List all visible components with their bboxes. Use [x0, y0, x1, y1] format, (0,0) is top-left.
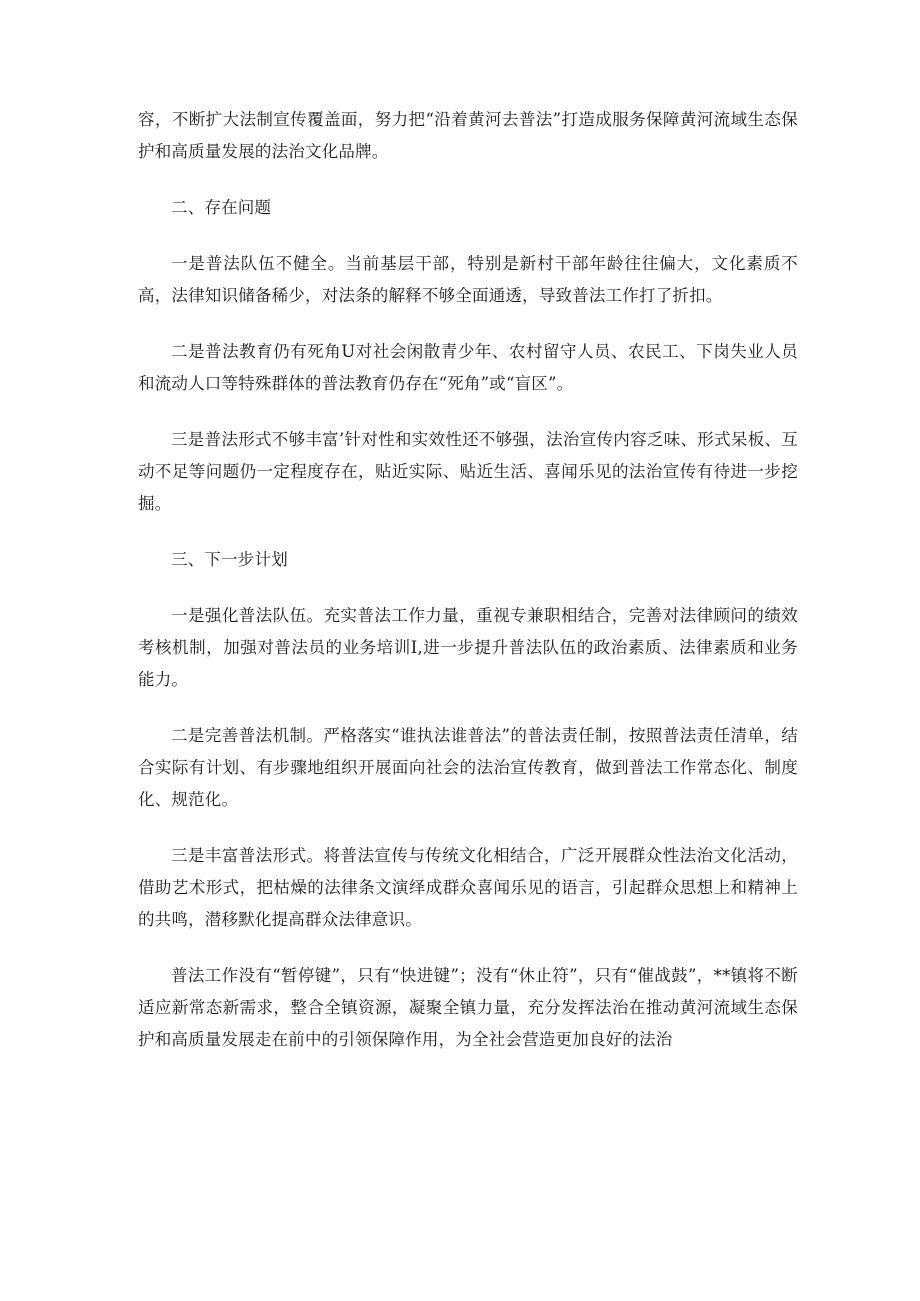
paragraph-plan-1: 一是强化普法队伍。充实普法工作力量，重视专兼职相结合，完善对法律顾问的绩效考核机制，加强对普法员的业务培训I,进一步提升普法队伍的政治素质、法律素质和业务能力。 [138, 606, 798, 689]
paragraph-continuation: 容，不断扩大法制宣传覆盖面，努力把“沿着黄河去普法”打造成服务保障黄河流域生态保护和高质量发展的法治文化品牌。 [138, 110, 798, 161]
section-heading-next-plan: 三、下一步计划 [171, 550, 288, 569]
paragraph-problem-3: 三是普法形式不够丰富’针对性和实效性还不够强，法治宣传内容乏味、形式呆板、互动不足等问题仍一定程度存在，贴近实际、贴近生活、喜闻乐见的法治宣传有待进一步挖掘。 [138, 430, 798, 513]
paragraph-conclusion: 普法工作没有“暂停键”，只有“快进键”；没有“休止符”，只有“催战鼓”，**镇将不断适应新常态新需求，整合全镇资源，凝聚全镇力量，充分发挥法治在推动黄河流域生态保护和高质量发展走在前中的引领保障作用，为全社会营造更加良好的法治 [138, 966, 798, 1049]
paragraph-problem-2: 二是普法教育仍有死角U对社会闲散青少年、农村留守人员、农民工、下岗失业人员和流动人口等特殊群体的普法教育仍存在“死角”或“盲区”。 [138, 342, 798, 393]
section-heading-problems: 二、存在问题 [171, 198, 272, 217]
paragraph-problem-1: 一是普法队伍不健全。当前基层干部，特别是新村干部年龄往往偏大，文化素质不高，法律知识储备稀少，对法条的解释不够全面通透，导致普法工作打了折扣。 [138, 254, 798, 305]
document-page [138, 104, 798, 1056]
paragraph-plan-3: 三是丰富普法形式。将普法宣传与传统文化相结合，广泛开展群众性法治文化活动，借助艺术形式，把枯燥的法律条文演绎成群众喜闻乐见的语言，引起群众思想上和精神上的共鸣，潜移默化提高群众法律意识。 [138, 846, 798, 929]
paragraph-plan-2: 二是完善普法机制。严格落实“谁执法谁普法”的普法责任制，按照普法责任清单，结合实际有计划、有步骤地组织开展面向社会的法治宣传教育，做到普法工作常态化、制度化、规范化。 [138, 726, 798, 809]
